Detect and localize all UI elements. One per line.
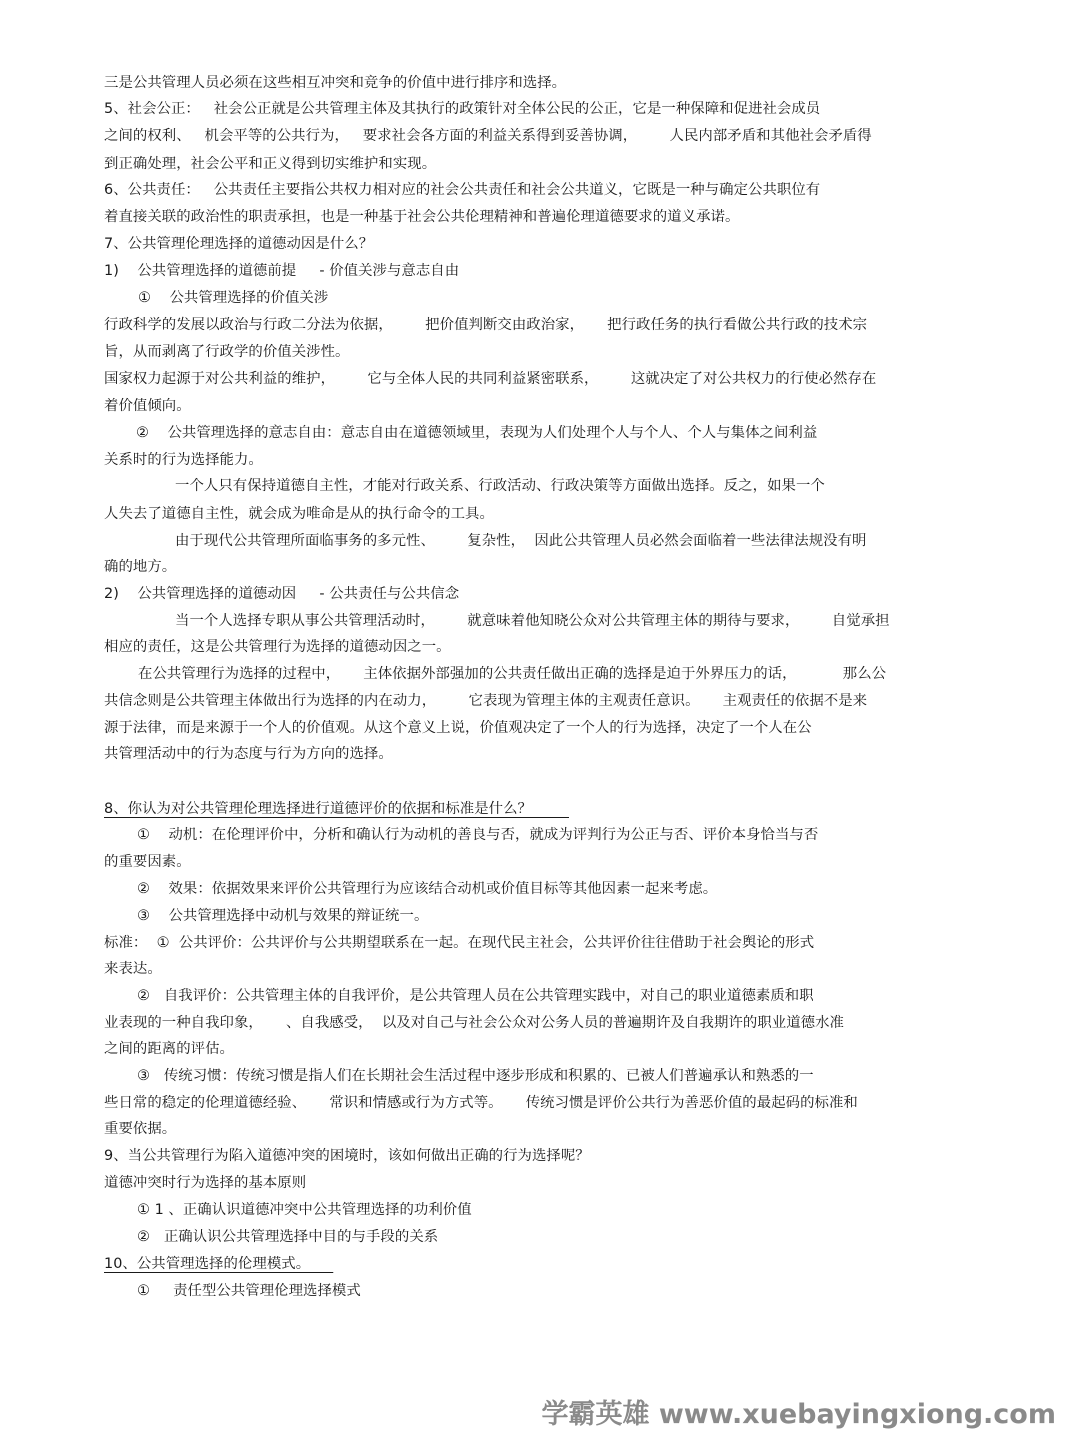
text-line: 些日常的稳定的伦理道德经验、 常识和情感或行为方式等。 传统习惯是评价公共行为善恶价值的最起码的标准和: [104, 1095, 858, 1111]
text-line: 9、当公共管理行为陷入道德冲突的困境时，该如何做出正确的行为选择呢？: [104, 1148, 590, 1164]
text-line: 由于现代公共管理所面临事务的多元性、 复杂性， 因此公共管理人员必然会面临着一些法律法规没有明: [175, 533, 867, 549]
text-line: 人失去了道德自主性，就会成为唯命是从的执行命令的工具。: [104, 506, 494, 522]
text-line: 1) 公共管理选择的道德前提 - 价值关涉与意志自由: [104, 263, 460, 279]
text-line: 重要依据。: [104, 1121, 177, 1137]
text-line: 2) 公共管理选择的道德动因 - 公共责任与公共信念: [104, 586, 460, 602]
text-line: ③ 公共管理选择中动机与效果的辩证统一。: [137, 908, 429, 924]
section-heading: 8、你认为对公共管理伦理选择进行道德评价的依据和标准是什么？: [104, 801, 569, 817]
text-line: 着价值倾向。: [104, 398, 191, 414]
text-line: 源于法律，而是来源于一个人的价值观。从这个意义上说，价值观决定了一个人的行为选择，决定了一个人在公: [104, 720, 812, 736]
watermark-footer: 学霸英雄 www.xuebayingxiong.com: [541, 1399, 1056, 1430]
text-line: 5、社会公正： 社会公正就是公共管理主体及其执行的政策针对全体公民的公正，它是一种保障和促进社会成员: [104, 101, 821, 117]
text-line: 7、公共管理伦理选择的道德动因是什么？: [104, 236, 374, 252]
text-line: ② 自我评价：公共管理主体的自我评价，是公共管理人员在公共管理实践中，对自己的职业道德素质和职: [137, 988, 814, 1004]
text-line: 到正确处理，社会公平和正义得到切实维护和实现。: [104, 156, 437, 172]
text-line: 着直接关联的政治性的职责承担，也是一种基于社会公共伦理精神和普遍伦理道德要求的道义承诺。: [104, 209, 740, 225]
text-line: ① 动机：在伦理评价中，分析和确认行为动机的善良与否，就成为评判行为公正与否、评价本身恰当与否: [137, 827, 819, 843]
text-line: 之间的距离的评估。: [104, 1041, 234, 1057]
text-line: 之间的权利、 机会平等的公共行为， 要求社会各方面的利益关系得到妥善协调， 人民内部矛盾和其他社会矛盾得: [104, 128, 872, 144]
text-line: ② 正确认识公共管理选择中目的与手段的关系: [137, 1229, 439, 1245]
text-line: 6、公共责任： 公共责任主要指公共权力相对应的社会公共责任和社会公共道义，它既是一种与确定公共职位有: [104, 182, 821, 198]
text-line: 共管理活动中的行为态度与行为方向的选择。: [104, 746, 393, 762]
text-line: 道德冲突时行为选择的基本原则: [104, 1175, 307, 1191]
text-line: 来表达。: [104, 961, 162, 977]
text-line: ③ 传统习惯：传统习惯是指人们在长期社会生活过程中逐步形成和积累的、已被人们普遍承认和熟悉的一: [137, 1068, 814, 1084]
text-line: 当一个人选择专职从事公共管理活动时， 就意味着他知晓公众对公共管理主体的期待与要求， 自觉承担: [175, 613, 890, 629]
text-line: 确的地方。: [104, 559, 177, 575]
text-line: 的重要因素。: [104, 854, 191, 870]
text-line: ① 公共管理选择的价值关涉: [138, 290, 329, 306]
text-line: 三是公共管理人员必须在这些相互冲突和竞争的价值中进行排序和选择。: [104, 75, 567, 91]
section-heading: 10、公共管理选择的伦理模式。: [104, 1256, 334, 1272]
text-line: 国家权力起源于对公共利益的维护， 它与全体人民的共同利益紧密联系， 这就决定了对公共权力的行使必然存在: [104, 371, 877, 387]
text-line: 关系时的行为选择能力。: [104, 452, 263, 468]
text-line: ① 1 、正确认识道德冲突中公共管理选择的功利价值: [137, 1202, 472, 1218]
text-line: 标准： ① 公共评价：公共评价与公共期望联系在一起。在现代民主社会，公共评价往往借助于社会舆论的形式: [104, 935, 815, 951]
text-line: 旨，从而剥离了行政学的价值关涉性。: [104, 344, 350, 360]
text-line: 共信念则是公共管理主体做出行为选择的内在动力， 它表现为管理主体的主观责任意识。 主观责任的依据不是来: [104, 693, 868, 709]
text-line: 相应的责任，这是公共管理行为选择的道德动因之一。: [104, 639, 451, 655]
text-line: 行政科学的发展以政治与行政二分法为依据， 把价值判断交由政治家， 把行政任务的执行看做公共行政的技术宗: [104, 317, 868, 333]
text-line: ① 责任型公共管理伦理选择模式: [137, 1283, 361, 1299]
text-line: 业表现的一种自我印象， 、自我感受， 以及对自己与社会公众对公务人员的普遍期许及自我期许的职业道德水准: [104, 1015, 844, 1031]
text-line: 一个人只有保持道德自主性，才能对行政关系、行政活动、行政决策等方面做出选择。反之，如果一个: [175, 478, 825, 494]
text-line: 在公共管理行为选择的过程中， 主体依据外部强加的公共责任做出正确的选择是迫于外界压力的话， 那么公: [138, 666, 887, 682]
text-line: ② 效果：依据效果来评价公共管理行为应该结合动机或价值目标等其他因素一起来考虑。: [137, 881, 718, 897]
text-line: ② 公共管理选择的意志自由：意志自由在道德领域里，表现为人们处理个人与个人、个人与集体之间利益: [136, 425, 818, 441]
